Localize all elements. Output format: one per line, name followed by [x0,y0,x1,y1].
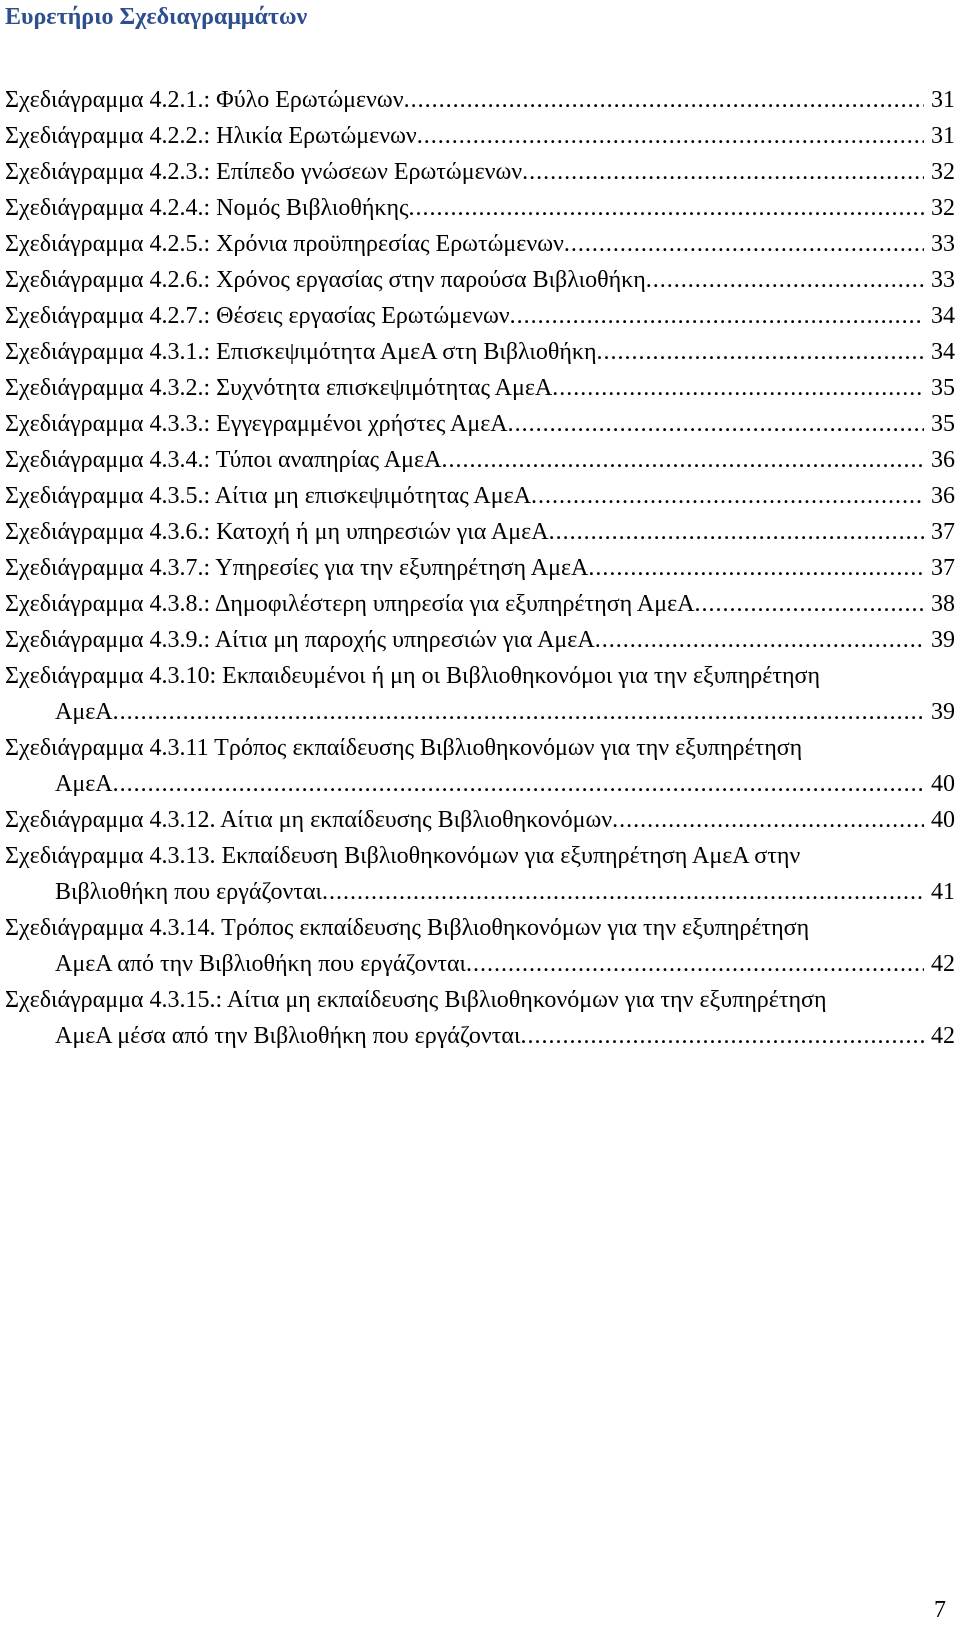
dot-leader [520,1018,924,1054]
toc-entry-page: 36 [931,483,955,509]
toc-entry-label: Σχεδιάγραμμα 4.3.15.: Αίτια μη εκπαίδευσης Βιβλιοθηκονόμων για την εξυπηρέτηση [5,987,827,1013]
toc-entry-page: 39 [931,627,955,653]
dot-leader [508,406,924,442]
toc-entry-label: Σχεδιάγραμμα 4.3.13. Εκπαίδευση Βιβλιοθηκονόμων για εξυπηρέτηση ΑμεΑ στην [5,843,801,869]
dot-leader [549,514,924,550]
toc-entry-label-continued: ΑμεΑ μέσα από την Βιβλιοθήκη που εργάζονται [55,1023,521,1049]
toc-entry-page: 36 [931,447,955,473]
toc-entry-page: 32 [931,159,955,185]
dot-leader [322,874,924,910]
toc-entry-label: Σχεδιάγραμμα 4.3.2.: Συχνότητα επισκεψιμότητας ΑμεΑ [5,375,553,401]
toc-entry-label-continued: ΑμεΑ από την Βιβλιοθήκη που εργάζονται [55,951,466,977]
toc-entry-page: 34 [931,339,955,365]
toc-entry[interactable] [5,514,955,550]
toc-entry-label-continued: Βιβλιοθήκη που εργάζονται [55,879,322,905]
dot-leader [441,442,924,478]
toc-entry-label: Σχεδιάγραμμα 4.2.6.: Χρόνος εργασίας στην παρούσα Βιβλιοθήκη [5,267,646,293]
toc-entry[interactable] [5,154,955,190]
toc-entry-page: 38 [931,591,955,617]
toc-entry-page: 31 [931,123,955,149]
dot-leader [597,334,924,370]
toc-entry-label: Σχεδιάγραμμα 4.3.6.: Κατοχή ή μη υπηρεσιών για ΑμεΑ [5,519,549,545]
dot-leader [466,946,924,982]
toc-entry-label: Σχεδιάγραμμα 4.3.7.: Υπηρεσίες για την εξυπηρέτηση ΑμεΑ [5,555,589,581]
dot-leader [694,586,924,622]
dot-leader [417,118,924,154]
toc-entry-page: 31 [931,87,955,113]
toc-entry[interactable] [5,442,955,478]
toc-entry-page: 37 [931,555,955,581]
toc-entry-label: Σχεδιάγραμμα 4.3.8.: Δημοφιλέστερη υπηρεσία για εξυπηρέτηση ΑμεΑ [5,591,695,617]
dot-leader [522,154,924,190]
dot-leader [612,802,924,838]
toc-entry[interactable] [5,658,955,730]
toc-entry-label: Σχεδιάγραμμα 4.2.5.: Χρόνια προϋπηρεσίας Ερωτώμενων [5,231,564,257]
toc-entry-label: Σχεδιάγραμμα 4.3.14. Τρόπος εκπαίδευσης Βιβλιοθηκονόμων για την εξυπηρέτηση [5,915,810,941]
toc-entry-page: 34 [931,303,955,329]
toc-entry-page: 37 [931,519,955,545]
toc-entry[interactable] [5,298,955,334]
toc-entry[interactable] [5,226,955,262]
toc-entry-label: Σχεδιάγραμμα 4.3.10: Εκπαιδευμένοι ή μη οι Βιβλιοθηκονόμοι για την εξυπηρέτηση [5,663,821,689]
toc-entry-label: Σχεδιάγραμμα 4.3.11 Τρόπος εκπαίδευσης Βιβλιοθηκονόμων για την εξυπηρέτηση [5,735,803,761]
dot-leader [113,694,924,730]
toc-entry-page: 33 [931,267,955,293]
toc-entry[interactable] [5,838,955,910]
toc-entry-page: 40 [931,771,955,797]
dot-leader [404,82,924,118]
toc-entry[interactable] [5,370,955,406]
toc-entry-label: Σχεδιάγραμμα 4.2.1.: Φύλο Ερωτώμενων [5,87,404,113]
toc-entry[interactable] [5,910,955,982]
toc-entry-page: 39 [931,699,955,725]
toc-entry[interactable] [5,406,955,442]
toc-entry[interactable] [5,478,955,514]
toc-entry[interactable] [5,82,955,118]
dot-leader [588,550,924,586]
dot-leader [531,478,924,514]
toc-entry[interactable] [5,190,955,226]
toc-entry[interactable] [5,586,955,622]
toc-entry[interactable] [5,730,955,802]
page-number: 7 [934,1597,946,1623]
toc-entry-label: Σχεδιάγραμμα 4.3.4.: Τύποι αναπηρίας ΑμεΑ [5,447,442,473]
toc-entry-label-continued: ΑμεΑ [55,699,113,725]
dot-leader [646,262,924,298]
toc-entry[interactable] [5,118,955,154]
dot-leader [595,622,924,658]
toc-entry[interactable] [5,334,955,370]
toc-entry[interactable] [5,262,955,298]
dot-leader [552,370,924,406]
toc-entry-label: Σχεδιάγραμμα 4.3.9.: Αίτια μη παροχής υπηρεσιών για ΑμεΑ [5,627,595,653]
dot-leader [564,226,924,262]
toc-entry-page: 42 [931,951,955,977]
toc-entry-page: 41 [931,879,955,905]
toc-entry-label: Σχεδιάγραμμα 4.3.1.: Επισκεψιμότητα ΑμεΑ στη Βιβλιοθήκη [5,339,597,365]
dot-leader [113,766,924,802]
toc-entry-page: 40 [931,807,955,833]
toc-heading: Ευρετήριο Σχεδιαγραμμάτων [5,4,308,30]
toc-entry-label: Σχεδιάγραμμα 4.2.7.: Θέσεις εργασίας Ερωτώμενων [5,303,510,329]
toc-entry-page: 35 [931,411,955,437]
toc-entry-label: Σχεδιάγραμμα 4.3.12. Αίτια μη εκπαίδευσης Βιβλιοθηκονόμων [5,807,613,833]
toc-entry[interactable] [5,550,955,586]
toc-entry-label: Σχεδιάγραμμα 4.2.3.: Επίπεδο γνώσεων Ερωτώμενων [5,159,523,185]
dot-leader [409,190,924,226]
toc-entry[interactable] [5,982,955,1054]
toc-entry[interactable] [5,622,955,658]
figure-index-list [5,82,955,1054]
toc-entry-page: 35 [931,375,955,401]
toc-entry-label: Σχεδιάγραμμα 4.2.2.: Ηλικία Ερωτώμενων [5,123,417,149]
toc-entry-page: 42 [931,1023,955,1049]
toc-entry-page: 32 [931,195,955,221]
toc-entry[interactable] [5,802,955,838]
toc-entry-label: Σχεδιάγραμμα 4.3.5.: Αίτια μη επισκεψιμότητας ΑμεΑ [5,483,532,509]
toc-entry-label: Σχεδιάγραμμα 4.3.3.: Εγγεγραμμένοι χρήστες ΑμεΑ [5,411,508,437]
toc-entry-label-continued: ΑμεΑ [55,771,113,797]
dot-leader [510,298,924,334]
toc-entry-page: 33 [931,231,955,257]
toc-entry-label: Σχεδιάγραμμα 4.2.4.: Νομός Βιβλιοθήκης [5,195,409,221]
